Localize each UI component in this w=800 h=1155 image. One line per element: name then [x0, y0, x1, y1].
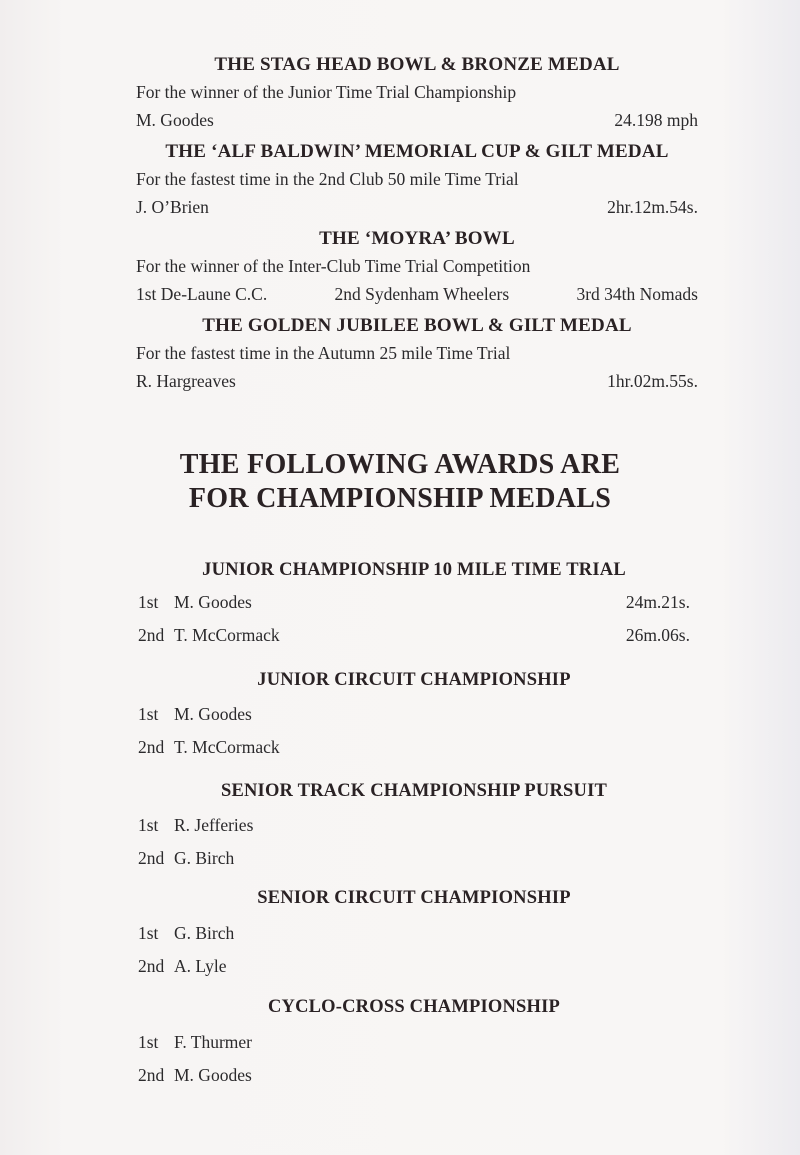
trophy-description: For the winner of the Junior Time Trial Championship	[136, 82, 517, 102]
place-position: 2nd	[138, 625, 165, 645]
trophy-alf-baldwin	[136, 141, 698, 218]
place-row	[138, 848, 690, 869]
section-heading-line2: FOR CHAMPIONSHIP MEDALS	[188, 483, 612, 514]
winner-name: R. Hargreaves	[136, 371, 236, 391]
place-row	[138, 1065, 690, 1086]
trophy-title: THE GOLDEN JUBILEE BOWL & GILT MEDAL	[202, 315, 632, 336]
championship-junior-circuit	[138, 670, 690, 758]
place-row	[138, 815, 690, 836]
place-name: M. Goodes	[174, 1065, 252, 1085]
championship-title: JUNIOR CHAMPIONSHIP 10 MILE TIME TRIAL	[202, 560, 626, 580]
winner-value: 2hr.12m.54s.	[607, 197, 698, 217]
trophy-golden-jubilee	[136, 315, 698, 392]
place-time: 26m.06s.	[625, 625, 690, 645]
trophy-title: THE STAG HEAD BOWL & BRONZE MEDAL	[214, 54, 620, 75]
place-position: 2nd	[138, 1065, 165, 1085]
trophy-result	[136, 110, 698, 131]
place-row	[138, 625, 690, 646]
trophy-description: For the winner of the Inter-Club Time Trial Competition	[136, 256, 531, 276]
place-row	[138, 704, 690, 725]
trophy-title: THE ‘ALF BALDWIN’ MEMORIAL CUP & GILT MEDAL	[165, 141, 669, 162]
place-position: 1st	[138, 1032, 159, 1052]
championship-cyclo-cross	[138, 997, 690, 1086]
place-name: T. McCormack	[174, 625, 280, 645]
trophy-stag-head	[136, 54, 698, 131]
trophy-description: For the fastest time in the Autumn 25 mile Time Trial	[136, 343, 511, 363]
place-name: T. McCormack	[174, 737, 280, 757]
place-position: 1st	[138, 923, 159, 943]
place-row	[138, 1032, 690, 1053]
place-position: 2nd	[138, 956, 165, 976]
place-row	[138, 923, 690, 944]
trophy-result	[136, 197, 698, 218]
place-position: 1st	[138, 704, 159, 724]
section-heading-line1: THE FOLLOWING AWARDS ARE	[179, 449, 621, 480]
winner-name: J. O’Brien	[136, 197, 209, 217]
place-time: 24m.21s.	[625, 592, 690, 612]
place-name: G. Birch	[174, 848, 235, 868]
trophy-moyra	[136, 228, 698, 305]
place-position: 2nd	[138, 848, 165, 868]
first-place: 1st De-Laune C.C.	[136, 284, 268, 304]
trophy-title: THE ‘MOYRA’ BOWL	[319, 228, 515, 249]
place-row	[138, 956, 690, 977]
place-name: R. Jefferies	[174, 815, 254, 835]
place-name: F. Thurmer	[174, 1032, 252, 1052]
trophy-result	[136, 371, 698, 392]
championship-title: CYCLO-CROSS CHAMPIONSHIP	[267, 997, 561, 1017]
place-name: M. Goodes	[174, 592, 252, 612]
place-row	[138, 592, 690, 613]
trophy-result	[136, 284, 698, 305]
championship-title: SENIOR CIRCUIT CHAMPIONSHIP	[257, 888, 571, 908]
place-position: 1st	[138, 815, 159, 835]
third-place: 3rd 34th Nomads	[576, 284, 698, 304]
championship-senior-track-pursuit	[138, 781, 690, 869]
second-place: 2nd Sydenham Wheelers	[334, 284, 510, 304]
championship-junior-10-mile	[138, 560, 690, 646]
place-name: A. Lyle	[174, 956, 227, 976]
place-name: M. Goodes	[174, 704, 252, 724]
place-name: G. Birch	[174, 923, 235, 943]
place-row	[138, 737, 690, 758]
place-position: 2nd	[138, 737, 165, 757]
section-heading	[0, 448, 800, 516]
winner-value: 1hr.02m.55s.	[607, 371, 698, 391]
winner-name: M. Goodes	[136, 110, 214, 130]
championship-title: SENIOR TRACK CHAMPIONSHIP PURSUIT	[220, 781, 608, 801]
championship-senior-circuit	[138, 888, 690, 977]
championship-title: JUNIOR CIRCUIT CHAMPIONSHIP	[257, 670, 571, 690]
winner-value: 24.198 mph	[614, 110, 698, 130]
trophy-description: For the fastest time in the 2nd Club 50 mile Time Trial	[136, 169, 519, 189]
place-position: 1st	[138, 592, 159, 612]
